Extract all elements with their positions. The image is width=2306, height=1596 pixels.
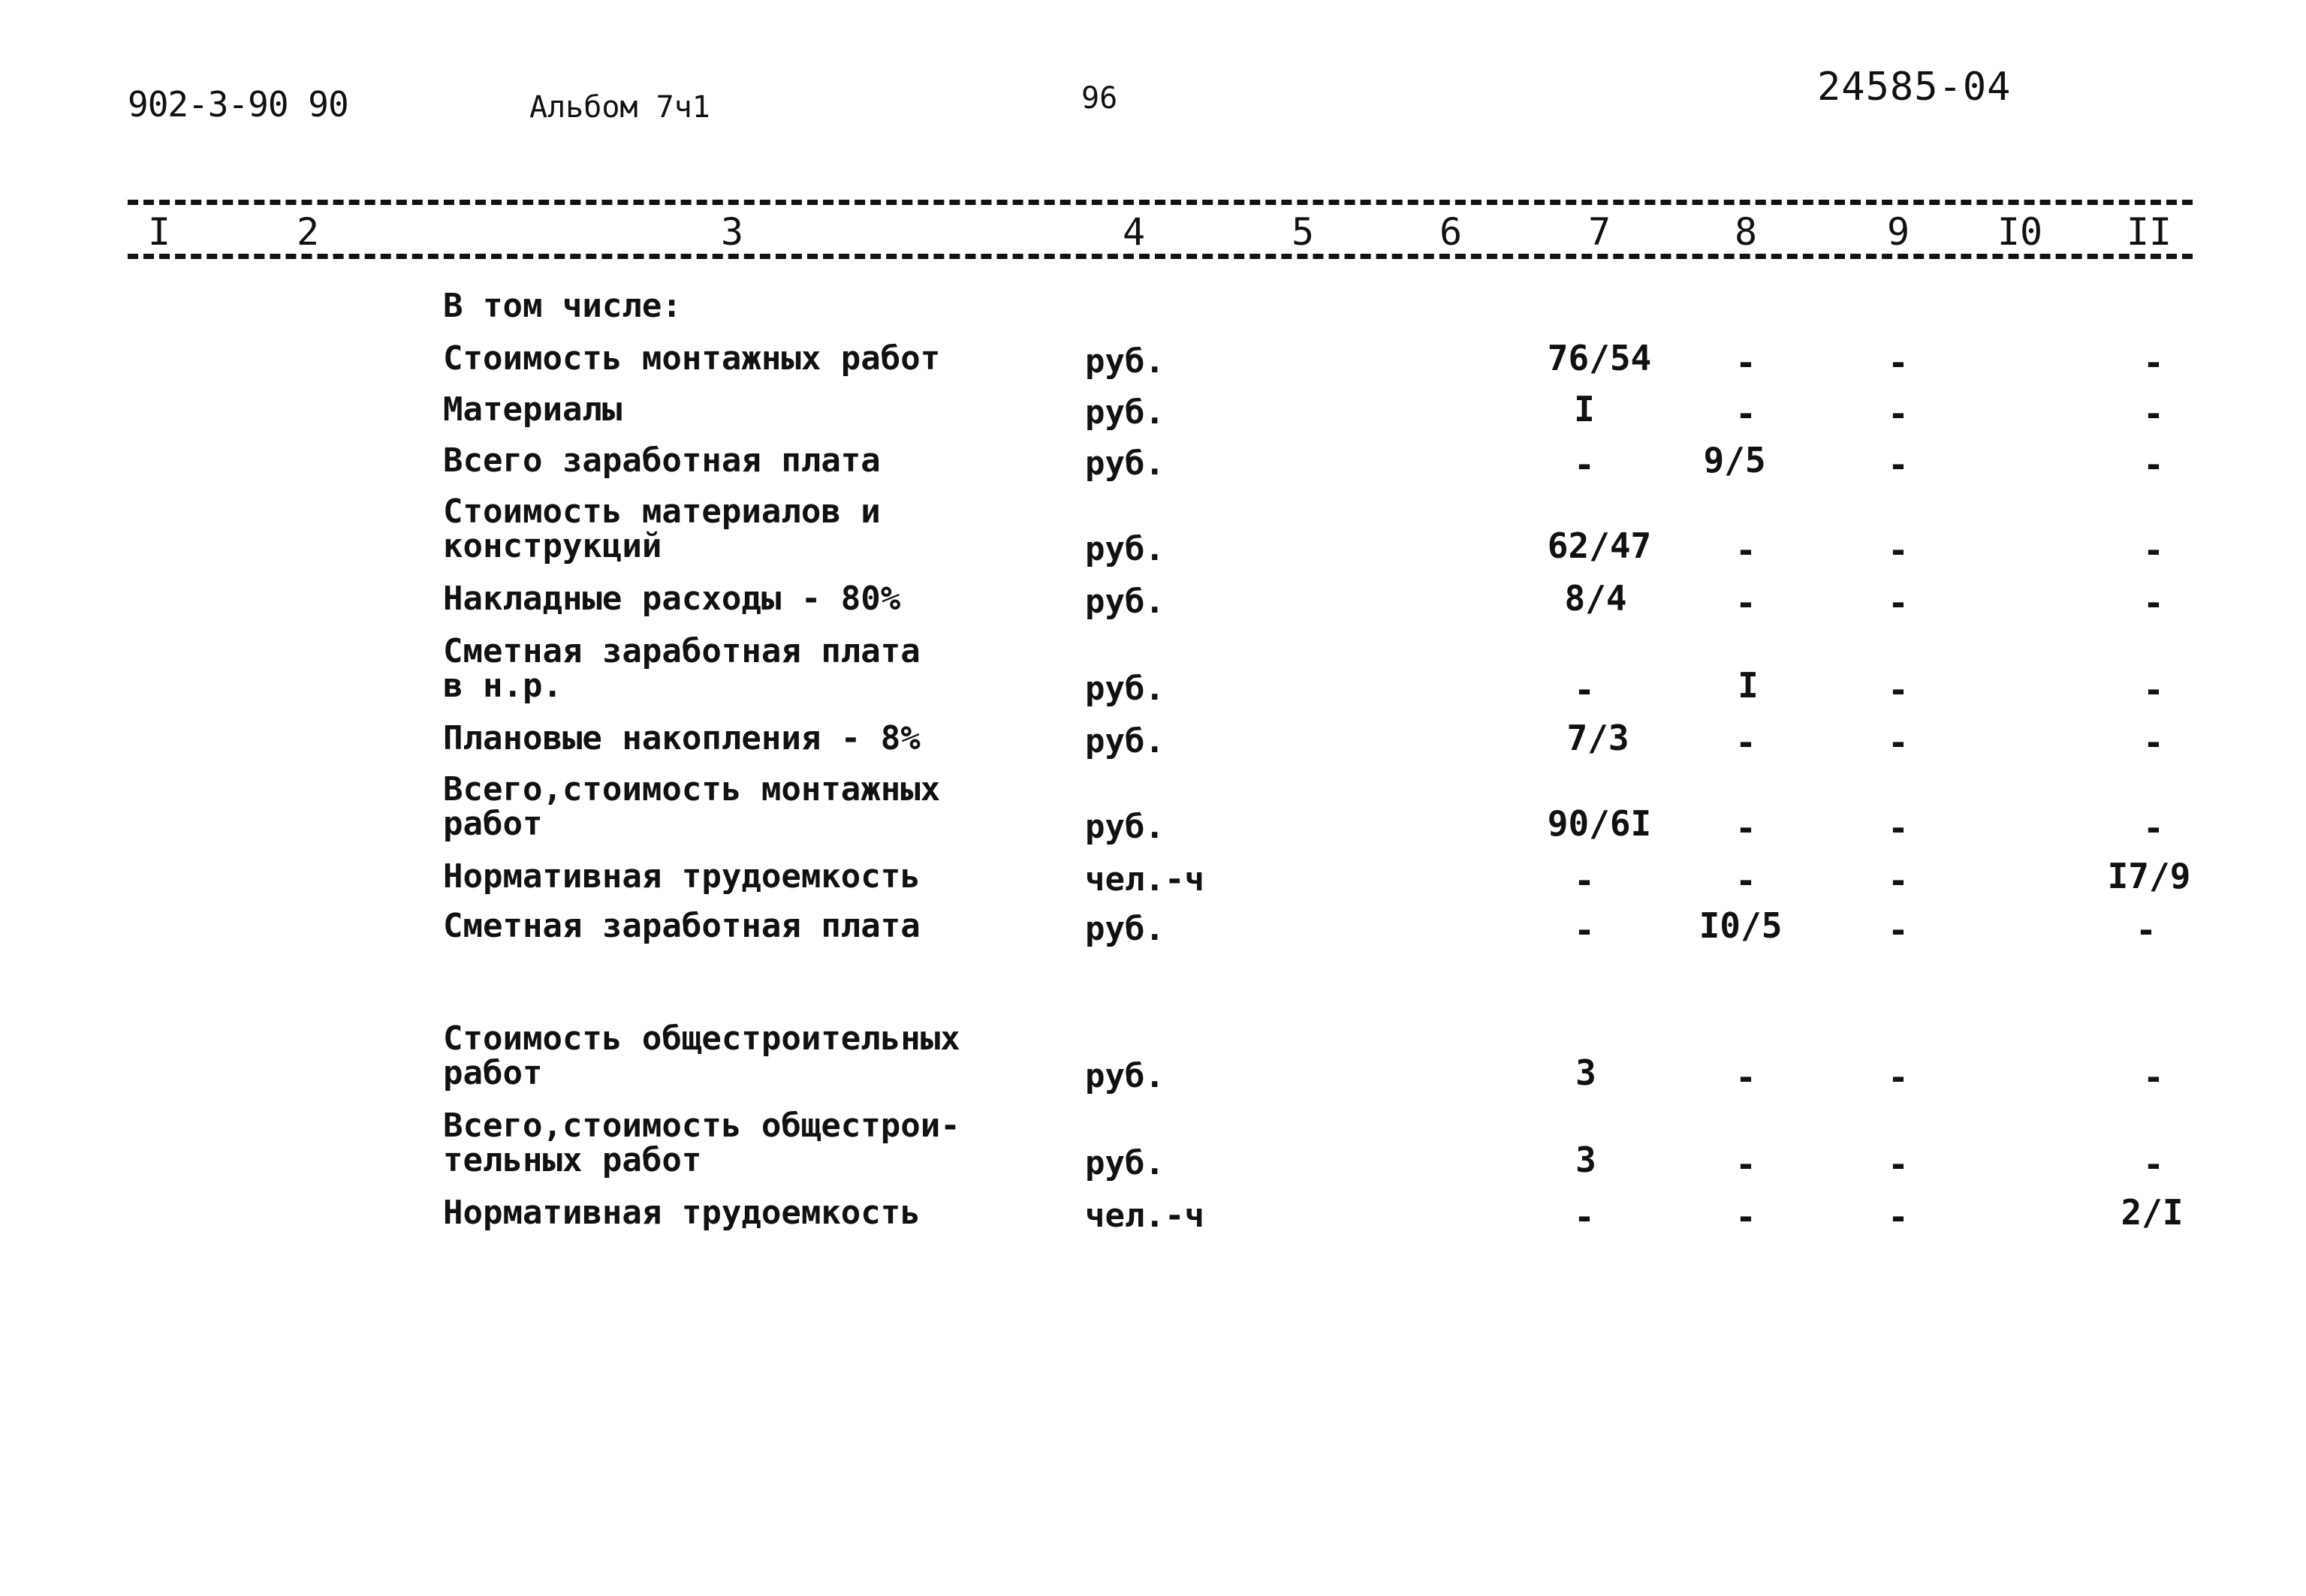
- row-label-continued: работ: [443, 805, 543, 843]
- row-value-col7: 90/6I: [1547, 803, 1652, 844]
- row-value-col11: -: [2143, 342, 2164, 383]
- row-value-col11: -: [2143, 530, 2164, 571]
- row-unit: руб.: [1085, 342, 1165, 381]
- row-label: Стоимость общестроительных: [443, 1019, 960, 1058]
- document-code: 24585-04: [1817, 65, 2012, 110]
- row-value-col8: -: [1735, 342, 1756, 383]
- row-unit: руб.: [1085, 670, 1165, 708]
- row-value-col9: -: [1888, 1144, 1909, 1185]
- section-title: В том числе:: [443, 287, 682, 325]
- column-header-5: 5: [1291, 210, 1315, 254]
- row-value-col7: 3: [1575, 1052, 1596, 1093]
- row-unit: руб.: [1085, 583, 1165, 621]
- row-label: Стоимость монтажных работ: [443, 339, 941, 378]
- row-value-col11: -: [2136, 910, 2157, 950]
- column-header-4: 4: [1122, 210, 1146, 254]
- row-label-continued: конструкций: [443, 527, 662, 565]
- row-value-col11: -: [2143, 1144, 2164, 1185]
- column-header-11: II: [2126, 210, 2172, 254]
- row-label: Сметная заработная плата: [443, 907, 921, 945]
- row-label-continued: тельных работ: [443, 1141, 702, 1179]
- row-value-col8: -: [1735, 1057, 1756, 1098]
- row-label: Нормативная трудоемкость: [443, 1194, 921, 1232]
- row-value-col9: -: [1888, 530, 1909, 571]
- row-value-col8: I: [1738, 665, 1759, 706]
- row-value-col7: -: [1574, 1197, 1595, 1237]
- row-value-col9: -: [1888, 1197, 1909, 1237]
- row-value-col7: 8/4: [1564, 578, 1627, 619]
- row-unit: руб.: [1085, 530, 1165, 568]
- row-value-col9: -: [1888, 860, 1909, 901]
- row-unit: руб.: [1085, 808, 1165, 846]
- row-value-col7: 7/3: [1566, 718, 1629, 758]
- row-value-col9: -: [1888, 910, 1909, 950]
- column-header-2: 2: [296, 210, 320, 254]
- row-label: Нормативная трудоемкость: [443, 857, 921, 896]
- album-label: Альбом 7ч1: [529, 90, 710, 125]
- row-value-col9: -: [1888, 670, 1909, 710]
- column-header-6: 6: [1439, 210, 1463, 254]
- row-value-col7: 62/47: [1547, 525, 1652, 566]
- row-label: Материалы: [443, 390, 622, 429]
- row-value-col8: I0/5: [1699, 905, 1783, 946]
- column-header-8: 8: [1734, 210, 1758, 254]
- row-value-col8: -: [1735, 1144, 1756, 1185]
- row-value-col11: I7/9: [2107, 856, 2191, 896]
- row-unit: чел.-ч: [1085, 860, 1204, 899]
- column-header-7: 7: [1587, 210, 1611, 254]
- column-header-9: 9: [1886, 210, 1910, 254]
- row-label: Накладные расходы - 80%: [443, 580, 901, 618]
- row-value-col11: -: [2143, 808, 2164, 848]
- row-value-col7: -: [1574, 670, 1595, 710]
- row-label-continued: в н.р.: [443, 667, 562, 705]
- column-header-1: I: [147, 210, 171, 254]
- row-value-col7: 3: [1575, 1140, 1596, 1180]
- row-unit: руб.: [1085, 722, 1165, 760]
- row-value-col11: -: [2143, 393, 2164, 434]
- header-top-rule: [128, 200, 2193, 205]
- row-value-col8: -: [1735, 860, 1756, 901]
- row-value-col7: -: [1574, 444, 1595, 485]
- row-value-col9: -: [1888, 393, 1909, 434]
- row-value-col9: -: [1888, 722, 1909, 763]
- row-value-col11: -: [2143, 444, 2164, 485]
- column-header-3: 3: [720, 210, 744, 254]
- row-value-col11: -: [2143, 1057, 2164, 1098]
- row-value-col7: -: [1574, 860, 1595, 901]
- row-label-continued: работ: [443, 1054, 543, 1092]
- column-header-10: I0: [1997, 210, 2043, 254]
- row-value-col11: -: [2143, 670, 2164, 710]
- page-number: 96: [1081, 81, 1118, 116]
- row-unit: руб.: [1085, 910, 1165, 948]
- row-value-col9: -: [1888, 342, 1909, 383]
- row-value-col8: -: [1735, 1197, 1756, 1237]
- row-value-col11: -: [2143, 722, 2164, 763]
- row-value-col7: I: [1574, 389, 1595, 429]
- row-value-col9: -: [1888, 1057, 1909, 1098]
- row-label: Всего,стоимость общестрои-: [443, 1107, 960, 1145]
- row-value-col11: 2/I: [2121, 1192, 2184, 1233]
- row-label: Всего заработная плата: [443, 441, 881, 480]
- row-value-col7: 76/54: [1547, 338, 1652, 378]
- row-label: Плановые накопления - 8%: [443, 719, 921, 757]
- row-label: Всего,стоимость монтажных: [443, 770, 941, 809]
- row-unit: руб.: [1085, 1144, 1165, 1182]
- row-value-col9: -: [1888, 808, 1909, 848]
- row-label: Стоимость материалов и: [443, 492, 881, 531]
- row-unit: руб.: [1085, 444, 1165, 483]
- row-value-col8: -: [1735, 722, 1756, 763]
- document-number: 902-3-90 90: [128, 84, 348, 125]
- row-value-col8: 9/5: [1703, 440, 1766, 480]
- header-bottom-rule: [128, 254, 2193, 259]
- row-value-col9: -: [1888, 583, 1909, 623]
- row-value-col11: -: [2143, 583, 2164, 623]
- row-unit: руб.: [1085, 1057, 1165, 1095]
- row-label: Сметная заработная плата: [443, 632, 921, 670]
- row-unit: чел.-ч: [1085, 1197, 1204, 1235]
- row-value-col8: -: [1735, 583, 1756, 623]
- row-value-col8: -: [1735, 530, 1756, 571]
- row-value-col8: -: [1735, 393, 1756, 434]
- row-unit: руб.: [1085, 393, 1165, 432]
- row-value-col8: -: [1735, 808, 1756, 848]
- row-value-col9: -: [1888, 444, 1909, 485]
- row-value-col7: -: [1574, 910, 1595, 950]
